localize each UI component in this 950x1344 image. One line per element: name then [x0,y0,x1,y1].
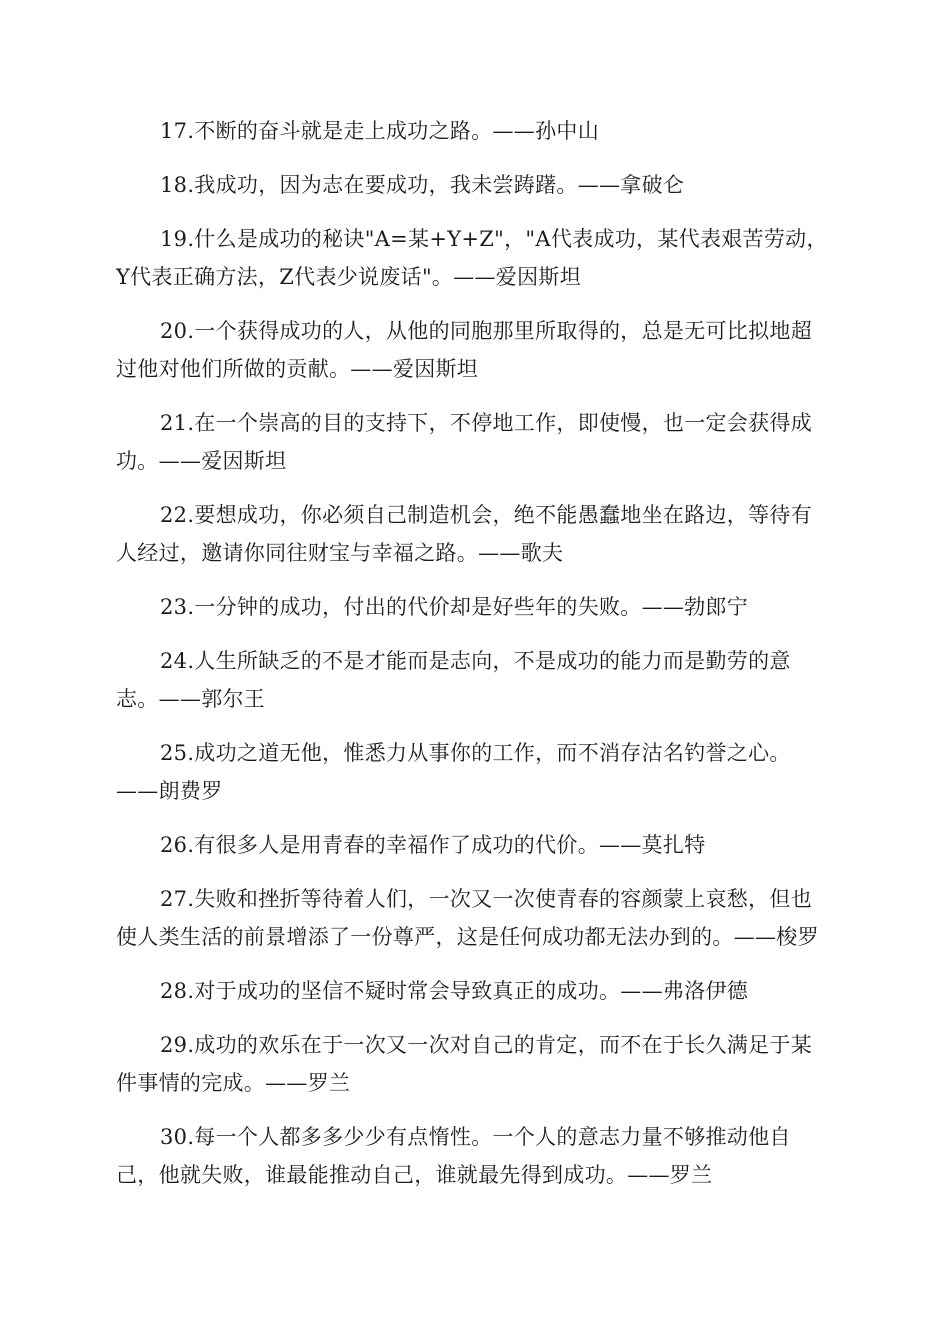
quote-list [116,112,828,1210]
quote-paragraph-17: 17.不断的奋斗就是走上成功之路。——孙中山 [160,119,599,143]
quote-paragraph-30: 30.每一个人都多多少少有点惰性。一个人的意志力量不够推动他自己，他就失败，谁最能推动自己，谁就最先得到成功。——罗兰 [116,1125,791,1187]
quote-paragraph-26: 26.有很多人是用青春的幸福作了成功的代价。——莫扎特 [160,833,706,857]
quote-paragraph-28: 28.对于成功的坚信不疑时常会导致真正的成功。——弗洛伊德 [160,979,749,1003]
quote-paragraph-23: 23.一分钟的成功，付出的代价却是好些年的失败。——勃郎宁 [160,595,749,619]
quote-paragraph-29: 29.成功的欢乐在于一次又一次对自己的肯定，而不在于长久满足于某件事情的完成。——罗兰 [116,1033,812,1095]
quote-paragraph-18: 18.我成功，因为志在要成功，我未尝踌躇。——拿破仑 [160,173,685,197]
quote-paragraph-21: 21.在一个崇高的目的支持下，不停地工作，即使慢，也一定会获得成功。——爱因斯坦 [116,411,812,473]
quote-paragraph-27: 27.失败和挫折等待着人们，一次又一次使青春的容颜蒙上哀愁，但也使人类生活的前景增添了一份尊严，这是任何成功都无法办到的。——梭罗 [116,887,819,949]
quote-paragraph-20: 20.一个获得成功的人，从他的同胞那里所取得的，总是无可比拟地超过他对他们所做的贡献。——爱因斯坦 [116,319,812,381]
quote-paragraph-22: 22.要想成功，你必须自己制造机会，绝不能愚蠢地坐在路边，等待有人经过，邀请你同往财宝与幸福之路。——歌夫 [116,503,812,565]
quote-paragraph-24: 24.人生所缺乏的不是才能而是志向，不是成功的能力而是勤劳的意志。——郭尔王 [116,649,791,711]
quote-paragraph-19: 19.什么是成功的秘诀"A=某+Y+Z"，"A代表成功，某代表艰苦劳动，Y代表正确方法，Z代表少说废话"。——爱因斯坦 [116,227,828,289]
quote-paragraph-25: 25.成功之道无他，惟悉力从事你的工作，而不消存沽名钓誉之心。——朗费罗 [116,741,791,803]
